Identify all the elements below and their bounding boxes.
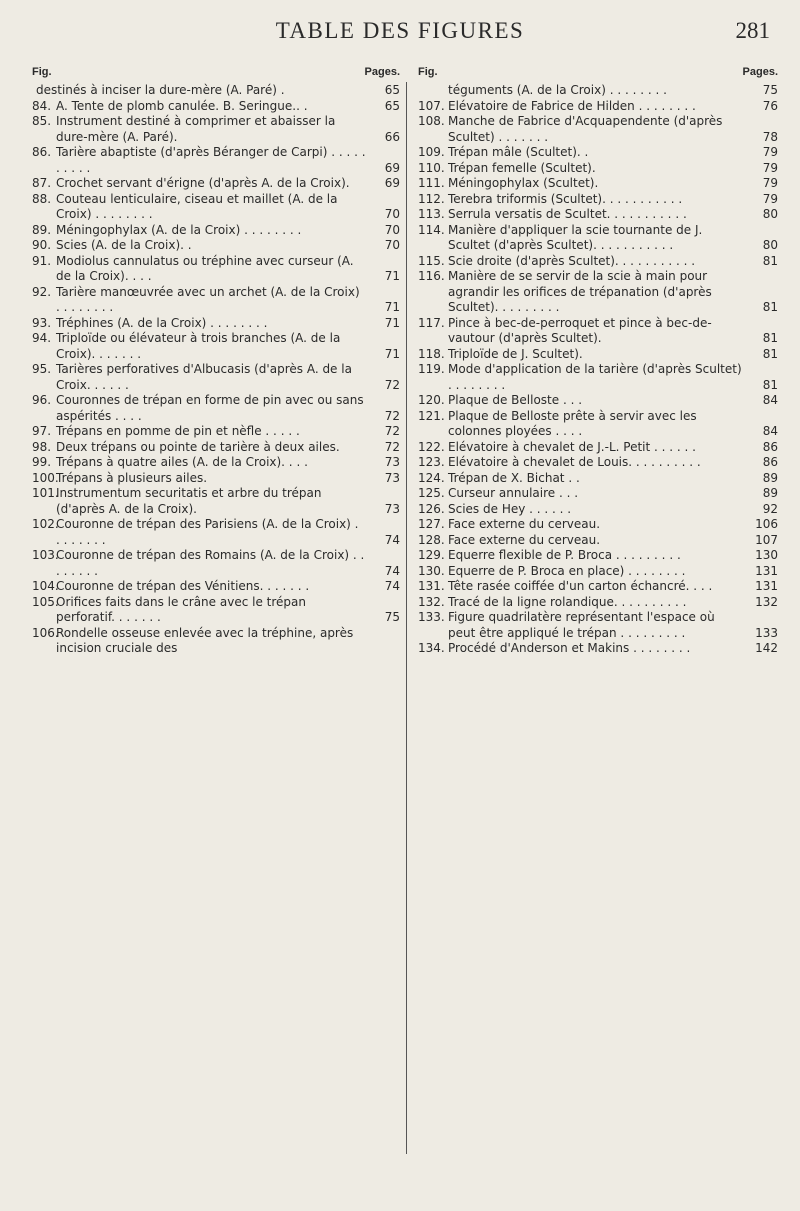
figure-entry xyxy=(418,269,778,316)
figure-entry xyxy=(32,548,400,579)
pages-label: Pages. xyxy=(742,66,778,78)
page-reference: 130 xyxy=(755,548,778,562)
figure-number: 127. xyxy=(418,517,445,531)
page-reference: 65 xyxy=(384,98,400,113)
figure-number: 107. xyxy=(418,98,445,113)
page-reference: 66 xyxy=(384,129,400,144)
figure-caption: Méningophylax (A. de la Croix) . . . . . . . . xyxy=(56,222,302,237)
figure-entry xyxy=(418,641,778,657)
figure-caption: Plaque de Belloste . . . xyxy=(448,393,583,407)
page-reference: 81 xyxy=(762,331,778,345)
figure-entry xyxy=(418,145,778,161)
figure-caption: Pince à bec-de-perroquet et pince à bec-de-vautour (d'après Scultet). xyxy=(448,315,712,345)
column-header xyxy=(418,64,778,83)
entry-list xyxy=(32,83,400,657)
figure-entry xyxy=(32,471,400,487)
figure-number: 94. xyxy=(32,331,52,345)
figure-number: 91. xyxy=(32,253,52,268)
figure-caption: Couronne de trépan des Vénitiens. . . . . . . xyxy=(56,579,310,593)
figure-caption: Instrument destiné à comprimer et abaisser la dure-mère (A. Paré). xyxy=(56,114,336,144)
page-reference: 70 xyxy=(384,222,400,237)
page-reference: 86 xyxy=(762,455,778,469)
figure-entry xyxy=(32,579,400,595)
page-reference: 81 xyxy=(762,300,778,314)
figure-entry xyxy=(32,83,400,99)
figure-number: 123. xyxy=(418,455,445,469)
figure-caption: téguments (A. de la Croix) . . . . . . . . xyxy=(448,83,667,97)
left-column xyxy=(32,64,400,657)
figure-caption: Serrula versatis de Scultet. . . . . . . . . . . xyxy=(448,207,687,221)
page-reference: 81 xyxy=(762,253,778,268)
page-header xyxy=(0,0,800,60)
page-reference: 65 xyxy=(384,83,400,97)
figure-entry xyxy=(32,595,400,626)
figure-number: 116. xyxy=(418,269,445,283)
figure-caption: Deux trépans ou pointe de tarière à deux ailes. xyxy=(56,439,340,454)
figure-number: 101. xyxy=(32,486,59,500)
figure-number: 114. xyxy=(418,222,445,237)
pages-label: Pages. xyxy=(364,66,400,78)
figure-caption: Tréphines (A. de la Croix) . . . . . . . . xyxy=(56,315,268,330)
figure-entry xyxy=(418,254,778,270)
figure-number: 85. xyxy=(32,114,52,128)
figure-number: 126. xyxy=(418,501,445,516)
figure-entry xyxy=(418,223,778,254)
figure-number: 131. xyxy=(418,579,445,593)
figure-number: 118. xyxy=(418,346,445,361)
figure-number: 128. xyxy=(418,532,445,547)
figure-entry xyxy=(418,393,778,409)
figure-entry xyxy=(418,533,778,549)
page-reference: 142 xyxy=(755,641,778,655)
figure-number: 134. xyxy=(418,641,445,655)
figure-entry xyxy=(32,362,400,393)
page-reference: 84 xyxy=(762,424,778,438)
figure-caption: Tarière manœuvrée avec un archet (A. de la Croix) . . . . . . . . xyxy=(56,284,360,314)
page-reference: 79 xyxy=(762,145,778,159)
figure-number: 103. xyxy=(32,548,59,562)
figure-caption: Mode d'application de la tarière (d'après Scultet) . . . . . . . . xyxy=(448,362,742,392)
page-reference: 69 xyxy=(384,176,400,190)
figure-entry xyxy=(418,595,778,611)
figure-number: 124. xyxy=(418,470,445,485)
figure-number: 111. xyxy=(418,176,445,190)
figure-entry xyxy=(418,99,778,115)
figure-number: 119. xyxy=(418,362,445,376)
figure-caption: Face externe du cerveau. xyxy=(448,532,601,547)
figure-number: 120. xyxy=(418,393,445,407)
figure-number: 87. xyxy=(32,176,52,190)
figure-entry xyxy=(418,114,778,145)
figure-entry xyxy=(32,517,400,548)
page-reference: 74 xyxy=(384,532,400,547)
figure-caption: Curseur annulaire . . . xyxy=(448,486,579,500)
page-reference: 72 xyxy=(384,408,400,423)
figure-number: 84. xyxy=(32,98,52,113)
page-reference: 72 xyxy=(384,377,400,392)
page-reference: 89 xyxy=(762,470,778,485)
figure-caption: Manière d'appliquer la scie tournante de J. Scultet (d'après Scultet). . . . . . . . . . . xyxy=(448,222,703,252)
figure-caption: Tracé de la ligne rolandique. . . . . . . . . . xyxy=(448,594,687,609)
figure-caption: Trépan de X. Bichat . . xyxy=(448,470,580,485)
figure-entry xyxy=(418,502,778,518)
figure-caption: Elévatoire à chevalet de J.-L. Petit . . . . . . xyxy=(448,439,696,454)
figure-number: 89. xyxy=(32,222,52,237)
right-column xyxy=(418,64,778,657)
page-reference: 70 xyxy=(384,207,400,221)
figure-entry xyxy=(32,440,400,456)
figure-entry xyxy=(32,285,400,316)
figure-caption: Couteau lenticulaire, ciseau et maillet (A. de la Croix) . . . . . . . . xyxy=(56,191,338,221)
figure-entry xyxy=(418,486,778,502)
figure-entry xyxy=(418,362,778,393)
figure-entry xyxy=(32,316,400,332)
figure-entry xyxy=(418,207,778,223)
page-reference: 106 xyxy=(755,517,778,531)
figure-caption: Elévatoire à chevalet de Louis. . . . . . . . . . xyxy=(448,455,701,469)
figure-caption: A. Tente de plomb canulée. B. Seringue.. . xyxy=(56,98,308,113)
figure-number: 110. xyxy=(418,160,445,175)
figure-caption: Trépans à quatre ailes (A. de la Croix). . . . xyxy=(56,455,308,469)
page-reference: 71 xyxy=(384,346,400,361)
figure-number: 96. xyxy=(32,393,52,407)
page-reference: 70 xyxy=(384,238,400,252)
page-reference: 75 xyxy=(762,83,778,97)
page-reference: 71 xyxy=(384,300,400,314)
figure-entry xyxy=(32,455,400,471)
figure-entry xyxy=(418,548,778,564)
page-reference: 79 xyxy=(762,160,778,175)
figure-number: 132. xyxy=(418,594,445,609)
figure-caption: Méningophylax (Scultet). xyxy=(448,176,599,190)
figure-number: 130. xyxy=(418,563,445,578)
figure-entry xyxy=(418,83,778,99)
page-reference: 71 xyxy=(384,315,400,330)
figure-caption: Rondelle osseuse enlevée avec la tréphine, après incision cruciale des xyxy=(56,625,354,655)
figure-number: 106. xyxy=(32,625,59,640)
figure-entry xyxy=(32,424,400,440)
figure-number: 133. xyxy=(418,610,445,624)
figure-entry xyxy=(32,176,400,192)
page-reference: 92 xyxy=(762,501,778,516)
figure-caption: Triploïde de J. Scultet). xyxy=(448,346,583,361)
figure-caption: Manière de se servir de la scie à main pour agrandir les orifices de trépanation (d'après Scultet). . . . . . . . . xyxy=(448,269,712,314)
figure-number: 88. xyxy=(32,191,52,206)
figure-entry xyxy=(418,161,778,177)
page-reference: 73 xyxy=(384,470,400,485)
figure-caption: Face externe du cerveau. xyxy=(448,517,601,531)
figure-entry xyxy=(418,347,778,363)
figure-caption: Couronne de trépan des Parisiens (A. de la Croix) . . . . . . . . xyxy=(56,517,359,547)
figure-caption: Figure quadrilatère représentant l'espace où peut être appliqué le trépan . . . . . . . . . xyxy=(448,610,715,640)
figure-entry xyxy=(32,626,400,657)
figure-caption: Procédé d'Anderson et Makins . . . . . . . . xyxy=(448,641,691,655)
figure-caption: Crochet servant d'érigne (d'après A. de la Croix). xyxy=(56,176,350,190)
page-reference: 133 xyxy=(755,625,778,640)
page-reference: 80 xyxy=(762,238,778,252)
figure-number: 122. xyxy=(418,439,445,454)
figure-number: 113. xyxy=(418,207,445,221)
figure-caption: Triploïde ou élévateur à trois branches (A. de la Croix). . . . . . . xyxy=(56,331,341,361)
figure-entry xyxy=(32,254,400,285)
page-reference: 86 xyxy=(762,439,778,454)
figure-number: 117. xyxy=(418,315,445,330)
figure-number: 102. xyxy=(32,517,59,531)
page-reference: 72 xyxy=(384,424,400,438)
page-reference: 75 xyxy=(384,610,400,624)
figure-caption: Tête rasée coiffée d'un carton échancré. . . . xyxy=(448,579,713,593)
page-reference: 76 xyxy=(762,98,778,113)
figure-number: 121. xyxy=(418,408,445,423)
figure-caption: destinés à inciser la dure-mère (A. Paré) . xyxy=(36,83,285,97)
page-reference: 131 xyxy=(755,563,778,578)
figure-caption: Elévatoire de Fabrice de Hilden . . . . . . . . xyxy=(448,98,696,113)
figure-entry xyxy=(32,331,400,362)
figure-entry xyxy=(32,486,400,517)
page-reference: 131 xyxy=(755,579,778,593)
figure-number: 92. xyxy=(32,284,52,299)
figure-caption: Plaque de Belloste prête à servir avec les colonnes ployées . . . . xyxy=(448,408,697,438)
figure-caption: Modiolus cannulatus ou tréphine avec curseur (A. de la Croix). . . . xyxy=(56,253,354,283)
figure-number: 129. xyxy=(418,548,445,562)
page-reference: 74 xyxy=(384,563,400,578)
page-reference: 72 xyxy=(384,439,400,454)
figure-entry xyxy=(418,455,778,471)
column-header xyxy=(32,64,400,83)
page-reference: 69 xyxy=(384,160,400,175)
figure-caption: Equerre de P. Broca en place) . . . . . . . . xyxy=(448,563,686,578)
figure-number: 90. xyxy=(32,238,52,252)
figure-caption: Tarières perforatives d'Albucasis (d'après A. de la Croix. . . . . . xyxy=(56,362,352,392)
figure-entry xyxy=(418,316,778,347)
figure-caption: Instrumentum securitatis et arbre du trépan (d'après A. de la Croix). xyxy=(56,486,322,516)
figure-entry xyxy=(418,610,778,641)
figure-entry xyxy=(418,471,778,487)
page-title: TABLE DES FIGURES xyxy=(275,18,525,43)
figure-entry xyxy=(418,579,778,595)
figure-number: 93. xyxy=(32,315,52,330)
figure-entry xyxy=(32,114,400,145)
page-reference: 79 xyxy=(762,176,778,190)
figure-entry xyxy=(32,99,400,115)
figure-caption: Trépans à plusieurs ailes. xyxy=(56,470,208,485)
fig-label: Fig. xyxy=(418,66,438,78)
figure-number: 105. xyxy=(32,594,59,609)
figure-number: 108. xyxy=(418,114,445,128)
page-reference: 81 xyxy=(762,377,778,392)
figure-caption: Trépans en pomme de pin et nèfle . . . . . xyxy=(56,424,300,438)
page-reference: 71 xyxy=(384,269,400,283)
figure-entry xyxy=(418,176,778,192)
figure-caption: Couronnes de trépan en forme de pin avec ou sans aspérités . . . . xyxy=(56,393,364,423)
page-reference: 73 xyxy=(384,455,400,469)
figure-number: 112. xyxy=(418,191,445,206)
fig-label: Fig. xyxy=(32,66,52,78)
figure-entry xyxy=(32,393,400,424)
column-divider xyxy=(406,82,407,1154)
figure-caption: Orifices faits dans le crâne avec le trépan perforatif. . . . . . . xyxy=(56,594,306,624)
figure-number: 115. xyxy=(418,253,445,268)
figure-number: 125. xyxy=(418,486,445,500)
page-reference: 78 xyxy=(762,129,778,144)
page-reference: 107 xyxy=(755,532,778,547)
page-reference: 74 xyxy=(384,579,400,593)
page-reference: 81 xyxy=(762,346,778,361)
page-reference: 84 xyxy=(762,393,778,407)
figure-entry xyxy=(32,192,400,223)
figure-caption: Trépan mâle (Scultet). . xyxy=(448,145,589,159)
entry-list xyxy=(418,83,778,657)
figure-number: 104. xyxy=(32,579,59,593)
figure-entry xyxy=(418,409,778,440)
figure-caption: Terebra triformis (Scultet). . . . . . . . . . . xyxy=(448,191,683,206)
figure-entry xyxy=(418,192,778,208)
page-number: 281 xyxy=(735,18,770,43)
figure-entry xyxy=(32,238,400,254)
page-reference: 132 xyxy=(755,594,778,609)
figure-caption: Equerre flexible de P. Broca . . . . . . . . . xyxy=(448,548,681,562)
figure-entry xyxy=(32,223,400,239)
figure-entry xyxy=(418,440,778,456)
page-reference: 80 xyxy=(762,207,778,221)
figure-caption: Manche de Fabrice d'Acquapendente (d'après Scultet) . . . . . . . xyxy=(448,114,723,144)
page-reference: 79 xyxy=(762,191,778,206)
figure-entry xyxy=(418,517,778,533)
figure-entry xyxy=(418,564,778,580)
figure-caption: Scies (A. de la Croix). . xyxy=(56,238,192,252)
figure-number: 109. xyxy=(418,145,445,159)
page-reference: 89 xyxy=(762,486,778,500)
figure-caption: Scies de Hey . . . . . . xyxy=(448,501,572,516)
figure-number: 97. xyxy=(32,424,52,438)
figure-number: 95. xyxy=(32,362,52,376)
figure-caption: Tarière abaptiste (d'après Béranger de Carpi) . . . . . . . . . . xyxy=(56,145,366,175)
figure-caption: Scie droite (d'après Scultet). . . . . . . . . . . xyxy=(448,253,696,268)
page-reference: 73 xyxy=(384,501,400,516)
figure-number: 86. xyxy=(32,145,52,159)
figure-entry xyxy=(32,145,400,176)
figure-number: 99. xyxy=(32,455,52,469)
figure-caption: Trépan femelle (Scultet). xyxy=(448,160,596,175)
figure-caption: Couronne de trépan des Romains (A. de la Croix) . . . . . . . . xyxy=(56,548,365,578)
figure-number: 100. xyxy=(32,470,59,485)
figure-number: 98. xyxy=(32,439,52,454)
